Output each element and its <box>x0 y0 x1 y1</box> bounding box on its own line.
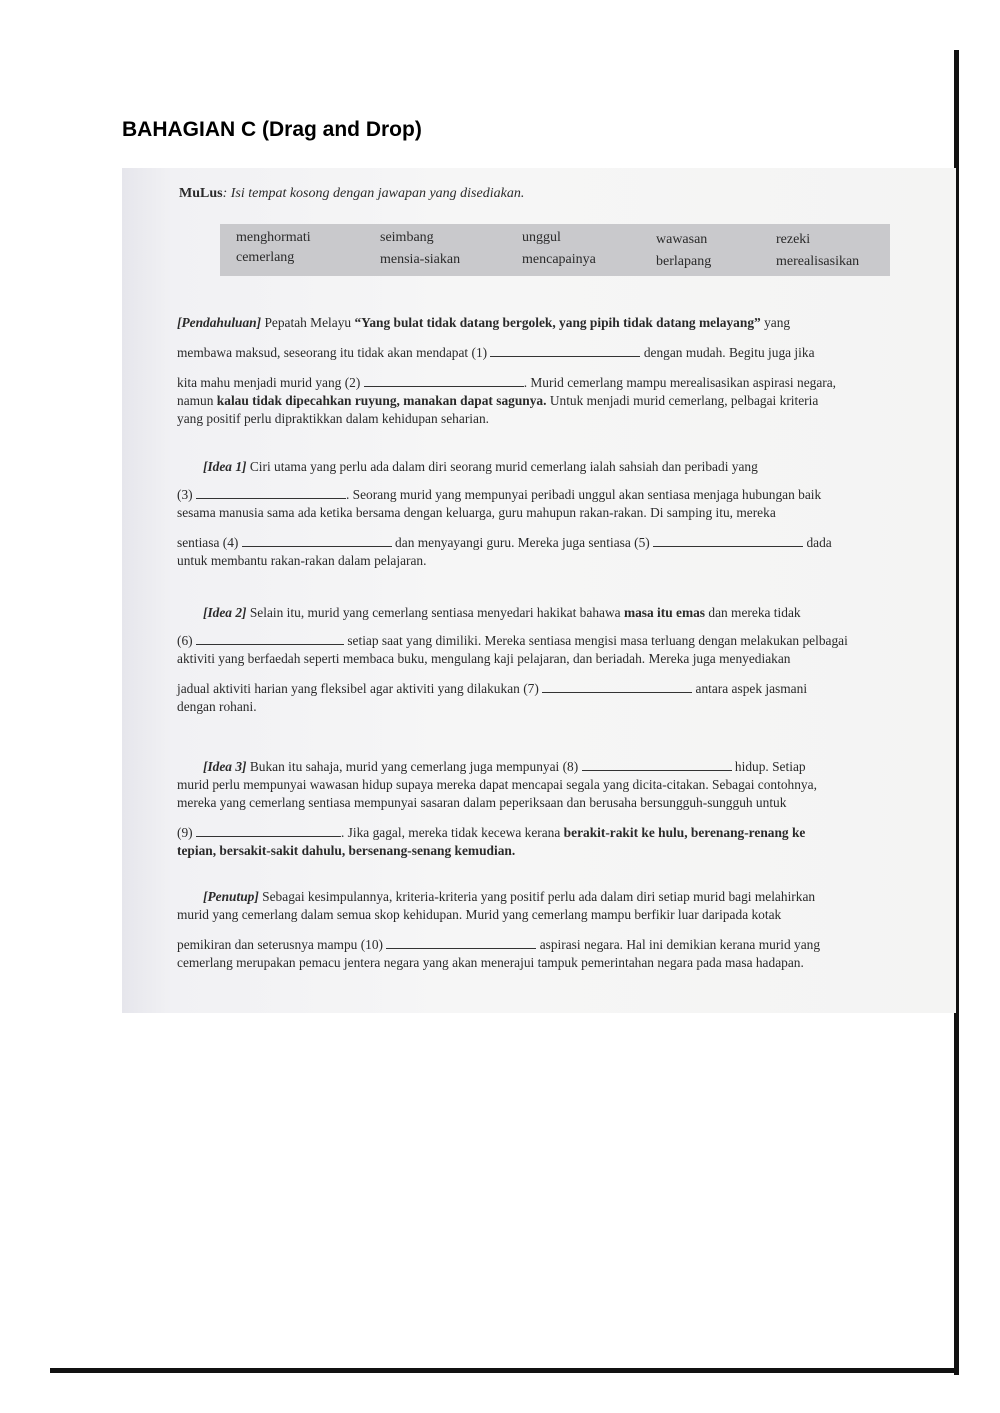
word-option[interactable]: rezeki <box>776 232 811 247</box>
paragraph-tag: [Idea 3] <box>203 759 247 774</box>
text: namun <box>177 393 217 408</box>
blank-9[interactable] <box>196 826 341 837</box>
word-option[interactable]: seimbang <box>380 230 434 245</box>
proverb: berakit-rakit ke hulu, berenang-renang ke <box>563 825 806 840</box>
word-option[interactable]: wawasan <box>656 232 708 247</box>
blank-2[interactable] <box>364 376 524 387</box>
blank-10[interactable] <box>386 938 536 949</box>
text: Selain itu, murid yang cemerlang sentiasa menyedari hakikat bahawa <box>246 605 624 620</box>
instruction-text: : Isi tempat kosong dengan jawapan yang disediakan. <box>222 186 525 201</box>
text: Untuk menjadi murid cemerlang, pelbagai kriteria <box>546 393 819 408</box>
word-option[interactable]: merealisasikan <box>776 254 860 269</box>
text: aspirasi negara. Hal ini demikian kerana murid yang <box>536 937 821 952</box>
blank-7[interactable] <box>542 682 692 693</box>
text: (6) <box>177 633 196 648</box>
text: sentiasa (4) <box>177 535 242 550</box>
text: dengan mudah. Begitu juga jika <box>640 345 815 360</box>
instruction-label: MuLus <box>179 186 223 201</box>
section-heading: BAHAGIAN C (Drag and Drop) <box>122 118 422 141</box>
text: Bukan itu sahaja, murid yang cemerlang juga mempunyai (8) <box>246 759 582 774</box>
paragraph-tag: [Idea 1] <box>203 459 247 474</box>
text: sesama manusia sama ada ketika bersama dengan keluarga, guru mahupun rakan-rakan. Di samping itu, mereka <box>177 505 776 520</box>
text: . Seorang murid yang mempunyai peribadi unggul akan sentiasa menjaga hubungan baik <box>345 487 822 502</box>
text: pemikiran dan seterusnya mampu (10) <box>177 937 387 952</box>
paragraph-tag: [Penutup] <box>203 889 259 904</box>
text: Ciri utama yang perlu ada dalam diri seorang murid cemerlang ialah sahsiah dan peribadi yang <box>246 459 758 474</box>
text: untuk membantu rakan-rakan dalam pelajaran. <box>177 553 427 568</box>
text: Pepatah Melayu <box>261 315 355 330</box>
proverb: tepian, bersakit-sakit dahulu, bersenang-senang kemudian. <box>177 843 516 858</box>
paragraph-tag: [Idea 2] <box>203 605 247 620</box>
word-option[interactable]: unggul <box>522 230 561 245</box>
page-border-bottom <box>50 1368 959 1373</box>
emphasis: masa itu emas <box>623 605 706 620</box>
word-option[interactable]: menghormati <box>236 230 311 245</box>
proverb: kalau tidak dipecahkan ruyung, manakan dapat sagunya. <box>216 393 547 408</box>
text: yang <box>760 315 791 330</box>
text: . Jika gagal, mereka tidak kecewa kerana <box>340 825 564 840</box>
text: Sebagai kesimpulannya, kriteria-kriteria yang positif perlu ada dalam diri setiap murid bagi melahirkan <box>258 889 816 904</box>
text: antara aspek jasmani <box>692 681 808 696</box>
proverb: “Yang bulat tidak datang bergolek, yang pipih tidak datang melayang” <box>354 315 761 330</box>
blank-6[interactable] <box>196 634 344 645</box>
text: mereka yang cemerlang sentiasa mempunyai sasaran dalam peperiksaan dan berusaha bersungguh-sungguh untuk <box>177 795 787 810</box>
word-option[interactable]: mensia-siakan <box>380 252 461 267</box>
text: kita mahu menjadi murid yang (2) <box>177 375 364 390</box>
word-option[interactable]: cemerlang <box>236 250 295 265</box>
text: dan menyayangi guru. Mereka juga sentiasa (5) <box>391 535 654 550</box>
text: dengan rohani. <box>177 699 257 714</box>
instruction <box>179 186 524 202</box>
blank-1[interactable] <box>490 346 640 357</box>
text: aktiviti yang berfaedah seperti membaca buku, mengulang kaji pelajaran, dan beriadah. Mereka juga menyediakan <box>177 651 791 666</box>
blank-5[interactable] <box>653 536 803 547</box>
blank-3[interactable] <box>196 488 346 499</box>
paragraph-tag: [Pendahuluan] <box>177 315 262 330</box>
text: . Murid cemerlang mampu merealisasikan aspirasi negara, <box>523 375 837 390</box>
text: jadual aktiviti harian yang fleksibel agar aktiviti yang dilakukan (7) <box>177 681 543 696</box>
scanned-exercise <box>122 168 956 1013</box>
text: yang positif perlu dipraktikkan dalam kehidupan seharian. <box>177 411 489 426</box>
text: membawa maksud, seseorang itu tidak akan mendapat (1) <box>177 345 491 360</box>
text: setiap saat yang dimiliki. Mereka sentiasa mengisi masa terluang dengan melakukan pelbagai <box>343 633 848 648</box>
text: (3) <box>177 487 196 502</box>
text: cemerlang merupakan pemacu jentera negara yang akan menerajui tampuk pemerintahan negara pada masa hadapan. <box>177 955 804 970</box>
blank-8[interactable] <box>582 760 732 771</box>
text: murid perlu mempunyai wawasan hidup supaya mereka dapat mencapai segala yang dicita-citakan. Sebagai contohnya, <box>177 777 817 792</box>
word-bank <box>220 224 890 276</box>
word-option[interactable]: mencapainya <box>522 252 596 267</box>
text: (9) <box>177 825 196 840</box>
text: dan mereka tidak <box>705 605 801 620</box>
text: dada <box>803 535 832 550</box>
blank-4[interactable] <box>242 536 392 547</box>
word-option[interactable]: berlapang <box>656 254 712 269</box>
text: hidup. Setiap <box>731 759 806 774</box>
text: murid yang cemerlang dalam semua skop kehidupan. Murid yang cemerlang mampu berfikir luar daripada kotak <box>177 907 782 922</box>
